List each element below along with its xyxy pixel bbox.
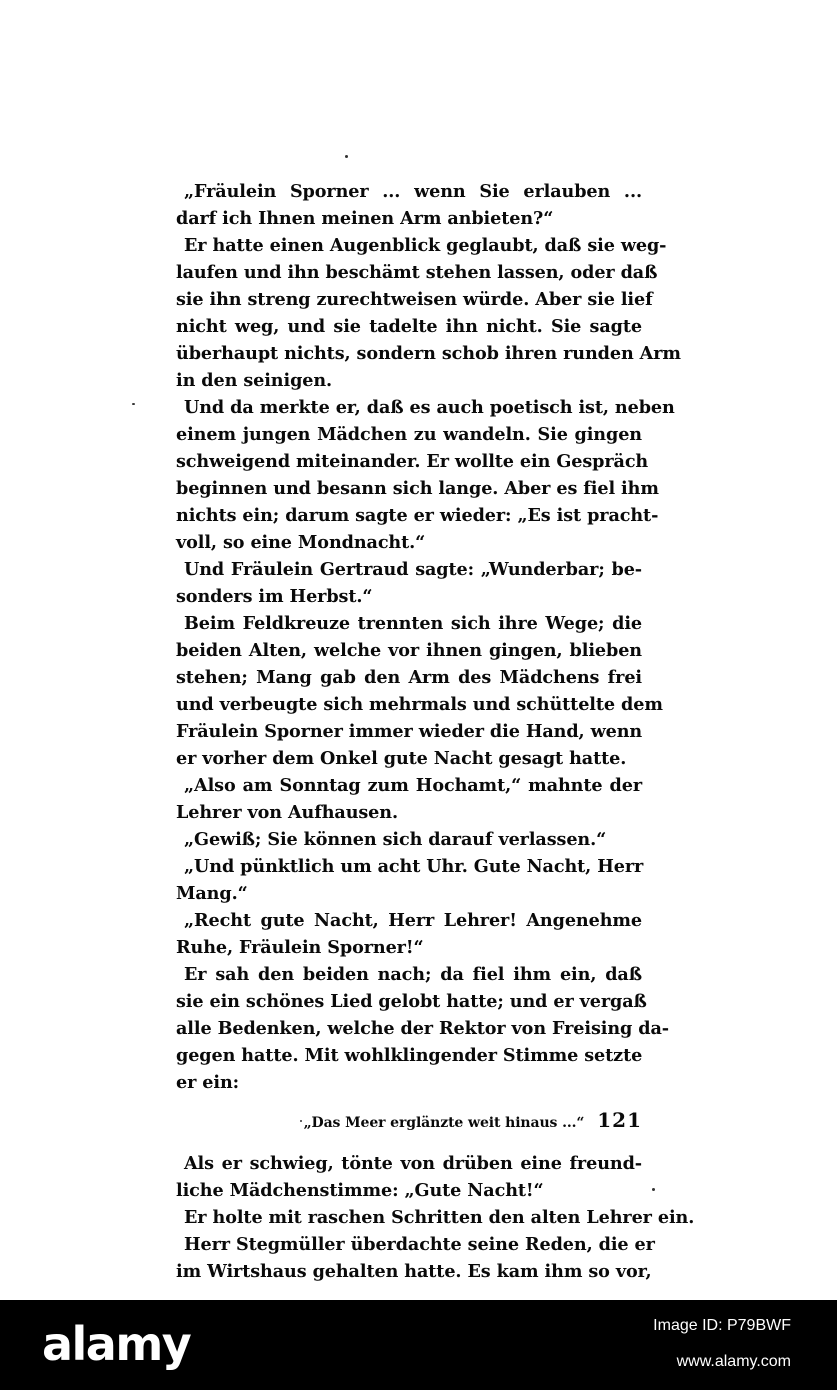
text-line: stehen; Mang gab den Arm des Mädchens frei: [176, 667, 642, 688]
page-number: 121: [597, 1108, 642, 1132]
text-line: „Und pünktlich um acht Uhr. Gute Nacht, Herr: [184, 856, 644, 877]
text-line: beiden Alten, welche vor ihnen gingen, blieben: [176, 640, 642, 661]
text-line: „Also am Sonntag zum Hochamt,“ mahnte der: [184, 775, 642, 796]
text-line: „Gewiß; Sie können sich darauf verlassen.“: [184, 829, 607, 850]
text-line: Und Fräulein Gertraud sagte: „Wunderbar; be-: [184, 559, 642, 580]
text-line: Als er schwieg, tönte von drüben eine freund-: [184, 1153, 642, 1174]
site-url: www.alamy.com: [676, 1353, 791, 1370]
text-line: Beim Feldkreuze trennten sich ihre Wege; die: [184, 613, 642, 634]
speck: [132, 403, 135, 405]
text-line: voll, so eine Mondnacht.“: [176, 532, 426, 553]
text-line: beginnen und besann sich lange. Aber es fiel ihm: [176, 478, 659, 499]
text-line: Er holte mit raschen Schritten den alten Lehrer ein.: [184, 1207, 695, 1228]
text-line: darf ich Ihnen meinen Arm anbieten?“: [176, 208, 554, 229]
text-line: Fräulein Sporner immer wieder die Hand, wenn: [176, 721, 643, 742]
text-line: sie ein schönes Lied gelobt hatte; und er vergaß: [176, 991, 647, 1012]
text-line: in den seinigen.: [176, 370, 333, 391]
text-line: Er sah den beiden nach; da fiel ihm ein, daß: [184, 964, 642, 985]
text-line: sie ihn streng zurechtweisen würde. Aber sie lief: [176, 289, 653, 310]
text-line: „Recht gute Nacht, Herr Lehrer! Angenehme: [184, 910, 642, 931]
text-line: schweigend miteinander. Er wollte ein Gespräch: [176, 451, 649, 472]
text-line: Und da merkte er, daß es auch poetisch ist, neben: [184, 397, 675, 418]
text-line: nicht weg, und sie tadelte ihn nicht. Sie sagte: [176, 316, 642, 337]
text-line: im Wirtshaus gehalten hatte. Es kam ihm so vor,: [176, 1261, 652, 1282]
text-line: einem jungen Mädchen zu wandeln. Sie gingen: [176, 424, 642, 445]
text-line: liche Mädchenstimme: „Gute Nacht!“: [176, 1180, 544, 1201]
text-line: Mang.“: [176, 883, 248, 904]
text-line: laufen und ihn beschämt stehen lassen, oder daß: [176, 262, 658, 283]
speck: [652, 1188, 655, 1191]
watermark-footer: [0, 1300, 837, 1390]
text-line: nichts ein; darum sagte er wieder: „Es ist pracht-: [176, 505, 659, 526]
text-line: er vorher dem Onkel gute Nacht gesagt hatte.: [176, 748, 627, 769]
text-line: Lehrer von Aufhausen.: [176, 802, 398, 823]
text-line: Herr Stegmüller überdachte seine Reden, die er: [184, 1234, 655, 1255]
text-line: Ruhe, Fräulein Sporner!“: [176, 937, 424, 958]
text-line: Er hatte einen Augenblick geglaubt, daß sie weg-: [184, 235, 667, 256]
text-line: er ein:: [176, 1072, 240, 1093]
image-id-label: Image ID: P79BWF: [653, 1317, 791, 1334]
speck: [345, 155, 348, 158]
text-line: und verbeugte sich mehrmals und schüttelte dem: [176, 694, 663, 715]
text-line: alle Bedenken, welche der Rektor von Freising da-: [176, 1018, 669, 1039]
text-line: sonders im Herbst.“: [176, 586, 373, 607]
verse-line: „Das Meer erglänzte weit hinaus ...“: [303, 1115, 585, 1131]
text-line: überhaupt nichts, sondern schob ihren runden Arm: [176, 343, 681, 364]
text-line: „Fräulein Sporner ... wenn Sie erlauben ...: [184, 181, 642, 202]
page-text: [176, 178, 695, 1285]
speck: [300, 1120, 302, 1122]
alamy-logo: alamy: [42, 1317, 191, 1371]
text-line: gegen hatte. Mit wohlklingender Stimme setzte: [176, 1045, 643, 1066]
